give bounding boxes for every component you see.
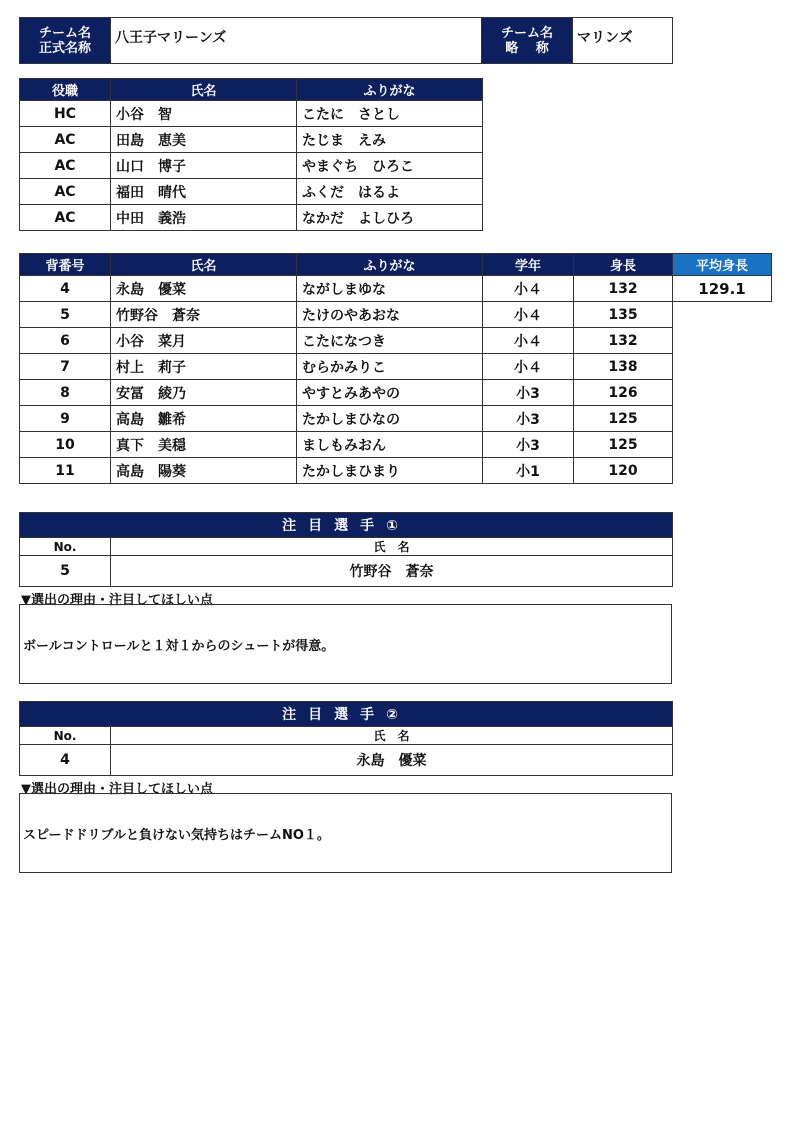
focus-player-1-reason-box	[19, 604, 672, 684]
staff-role: HC	[20, 101, 111, 127]
focus-player-2-no-label: No.	[20, 727, 111, 745]
player-kana: たかしまひなの	[297, 406, 483, 432]
short-name-label-line1: チーム名	[500, 25, 553, 41]
player-name: 村上 莉子	[111, 354, 297, 380]
player-row	[20, 276, 772, 302]
staff-header-role: 役職	[20, 79, 111, 101]
staff-name: 小谷 智	[111, 101, 297, 127]
player-grade: 小４	[483, 354, 574, 380]
focus-player-2-table	[19, 701, 673, 776]
focus-player-1-title: 注目選手①	[20, 513, 673, 538]
official-name-label	[20, 18, 111, 64]
staff-row	[20, 127, 483, 153]
player-name: 高島 陽葵	[111, 458, 297, 484]
player-height: 125	[574, 432, 673, 458]
staff-name: 山口 博子	[111, 153, 297, 179]
player-row	[20, 354, 772, 380]
player-grade: 小４	[483, 328, 574, 354]
player-grade: 小４	[483, 302, 574, 328]
player-row	[20, 458, 772, 484]
focus-player-2-reason-box	[19, 793, 672, 873]
player-grade: 小3	[483, 406, 574, 432]
player-name: 安冨 綾乃	[111, 380, 297, 406]
staff-row	[20, 101, 483, 127]
staff-row	[20, 153, 483, 179]
staff-header-row	[20, 79, 483, 101]
player-kana: こたになつき	[297, 328, 483, 354]
players-header-name: 氏名	[111, 254, 297, 276]
team-name-table	[19, 17, 673, 64]
focus-player-2-reason: スピードドリブルと負けない気持ちはチームNO１。	[23, 827, 330, 843]
player-kana: やすとみあやの	[297, 380, 483, 406]
average-height-value: 129.1	[673, 276, 772, 302]
staff-role: AC	[20, 179, 111, 205]
player-kana: たけのやあおな	[297, 302, 483, 328]
player-number: 11	[20, 458, 111, 484]
short-name-label-line2: 略 称	[505, 40, 549, 56]
player-height: 132	[574, 328, 673, 354]
staff-row	[20, 179, 483, 205]
player-height: 126	[574, 380, 673, 406]
players-header-height: 身長	[574, 254, 673, 276]
focus-player-2-name-label: 氏 名	[111, 727, 673, 745]
official-name-label-line2: 正式名称	[38, 40, 91, 56]
player-row	[20, 380, 772, 406]
official-name-value: 八王子マリーンズ	[111, 18, 482, 64]
player-grade: 小1	[483, 458, 574, 484]
short-name-value: マリンズ	[573, 18, 673, 64]
player-row	[20, 406, 772, 432]
player-number: 7	[20, 354, 111, 380]
player-name: 高島 雛希	[111, 406, 297, 432]
staff-name: 福田 晴代	[111, 179, 297, 205]
staff-role: AC	[20, 127, 111, 153]
players-header-row	[20, 254, 772, 276]
staff-kana: やまぐち ひろこ	[297, 153, 483, 179]
focus-player-2-title: 注目選手②	[20, 702, 673, 727]
average-height-label: 平均身長	[673, 254, 772, 276]
player-name: 真下 美穏	[111, 432, 297, 458]
staff-name: 中田 義浩	[111, 205, 297, 231]
staff-table	[19, 78, 483, 231]
player-kana: ましもみおん	[297, 432, 483, 458]
focus-player-2-no: 4	[20, 745, 111, 776]
players-header-number: 背番号	[20, 254, 111, 276]
focus-player-1-no-label: No.	[20, 538, 111, 556]
focus-player-1-no: 5	[20, 556, 111, 587]
focus-player-1-reason: ボールコントロールと１対１からのシュートが得意。	[23, 638, 335, 654]
staff-kana: たじま えみ	[297, 127, 483, 153]
player-grade: 小3	[483, 432, 574, 458]
staff-row	[20, 205, 483, 231]
players-header-kana: ふりがな	[297, 254, 483, 276]
focus-player-2-name: 永島 優菜	[111, 745, 673, 776]
staff-kana: ふくだ はるよ	[297, 179, 483, 205]
focus-player-1-name-label: 氏 名	[111, 538, 673, 556]
staff-header-kana: ふりがな	[297, 79, 483, 101]
official-name-label-line1: チーム名	[38, 25, 91, 41]
staff-kana: なかだ よしひろ	[297, 205, 483, 231]
player-kana: たかしまひまり	[297, 458, 483, 484]
focus-player-1-reason-label: ▼選出の理由・注目してほしい点	[21, 593, 213, 608]
player-grade: 小４	[483, 276, 574, 302]
player-grade: 小3	[483, 380, 574, 406]
player-number: 9	[20, 406, 111, 432]
player-height: 138	[574, 354, 673, 380]
focus-player-1-name: 竹野谷 蒼奈	[111, 556, 673, 587]
player-kana: むらかみりこ	[297, 354, 483, 380]
player-number: 8	[20, 380, 111, 406]
player-height: 132	[574, 276, 673, 302]
player-row	[20, 302, 772, 328]
player-height: 125	[574, 406, 673, 432]
player-height: 120	[574, 458, 673, 484]
staff-name: 田島 恵美	[111, 127, 297, 153]
player-kana: ながしまゆな	[297, 276, 483, 302]
player-height: 135	[574, 302, 673, 328]
focus-player-2-reason-label: ▼選出の理由・注目してほしい点	[21, 782, 213, 797]
staff-role: AC	[20, 153, 111, 179]
player-number: 10	[20, 432, 111, 458]
player-number: 6	[20, 328, 111, 354]
player-number: 5	[20, 302, 111, 328]
staff-role: AC	[20, 205, 111, 231]
player-name: 小谷 菜月	[111, 328, 297, 354]
staff-kana: こたに さとし	[297, 101, 483, 127]
players-table	[19, 253, 772, 484]
focus-player-1-table	[19, 512, 673, 587]
player-number: 4	[20, 276, 111, 302]
player-row	[20, 432, 772, 458]
players-header-grade: 学年	[483, 254, 574, 276]
staff-header-name: 氏名	[111, 79, 297, 101]
player-name: 永島 優菜	[111, 276, 297, 302]
player-name: 竹野谷 蒼奈	[111, 302, 297, 328]
short-name-label	[482, 18, 573, 64]
player-row	[20, 328, 772, 354]
